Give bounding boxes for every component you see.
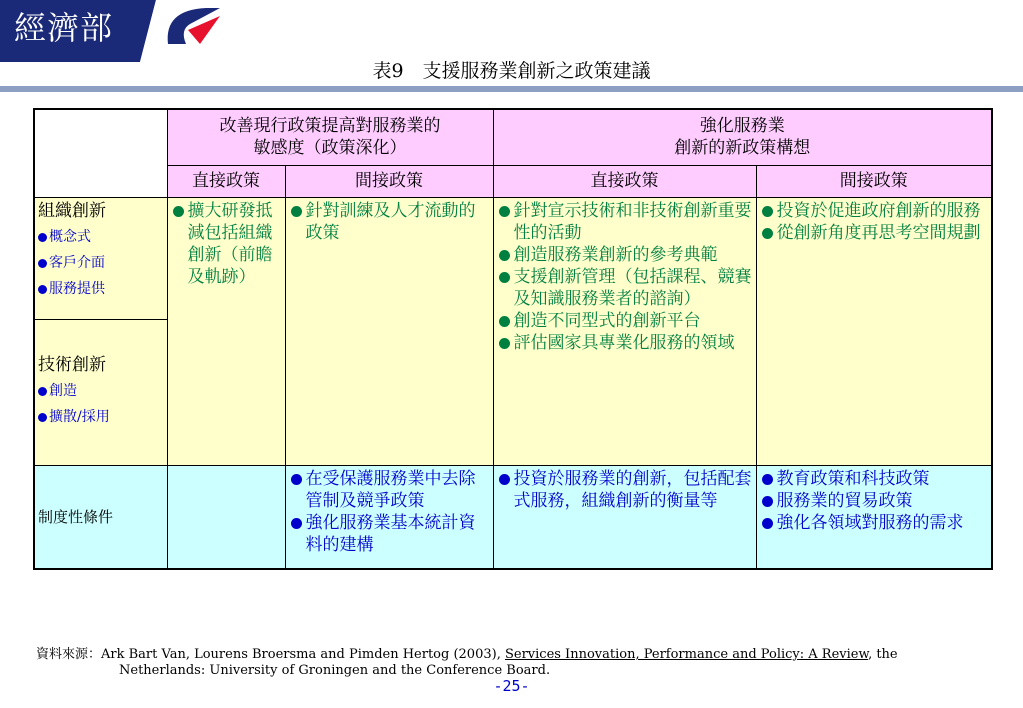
col-group-deepen: 改善現行政策提高對服務業的 敏感度（政策深化） — [167, 109, 493, 165]
list-item: 服務業的貿易政策 — [760, 490, 989, 512]
list-item: 從創新角度再思考空間規劃 — [760, 222, 989, 244]
subheader-direct-1: 直接政策 — [167, 165, 285, 197]
subheader-indirect-1: 間接政策 — [285, 165, 493, 197]
bullet-icon — [173, 206, 184, 217]
bullet-icon — [499, 250, 510, 261]
list-item: 創造 — [38, 378, 164, 404]
cell-innov-direct-2 — [493, 197, 756, 465]
bullet-icon — [499, 338, 510, 349]
list-item: 創造服務業創新的參考典範 — [497, 244, 753, 266]
cell-inst-direct-2 — [493, 465, 756, 569]
source-title: Services Innovation, Performance and Policy: A Review — [504, 647, 869, 662]
bullet-icon — [38, 233, 47, 242]
bullet-icon — [291, 474, 302, 485]
list-item: 針對訓練及人才流動的政策 — [289, 200, 490, 244]
page-title: 表9 支援服務業創新之政策建議 — [372, 60, 651, 82]
logo-banner — [0, 0, 135, 62]
list-item: 擴散/採用 — [38, 404, 164, 430]
bullet-icon — [38, 285, 47, 294]
bullet-icon — [762, 518, 773, 529]
subheader-indirect-2: 間接政策 — [756, 165, 992, 197]
source-line2: Netherlands: University of Groningen and the Conference Board. — [119, 663, 551, 678]
list-item: 擴大研發抵減包括組織創新（前瞻及軌跡） — [171, 200, 282, 288]
cell-innov-indirect-2 — [756, 197, 992, 465]
bullet-icon — [291, 518, 302, 529]
page-number: -25- — [493, 677, 530, 695]
cell-innov-indirect-1 — [285, 197, 493, 465]
cell-innov-direct-1 — [167, 197, 285, 465]
header-divider — [0, 86, 1023, 92]
row-tech-list — [38, 378, 164, 430]
bullet-icon — [762, 496, 773, 507]
list-item: 評估國家具專業化服務的領域 — [497, 332, 753, 354]
row-org-innovation — [34, 197, 167, 319]
cell-inst-direct-1 — [167, 465, 285, 569]
bullet-icon — [499, 206, 510, 217]
list-item: 概念式 — [38, 224, 164, 250]
source-tail: , the — [868, 647, 898, 662]
list-item: 服務提供 — [38, 276, 164, 302]
list-item: 針對宣示技術和非技術創新重要性的活動 — [497, 200, 753, 244]
row-institutional: 制度性條件 — [34, 465, 167, 569]
list-item: 投資於服務業的創新，包括配套式服務，組織創新的衡量等 — [497, 468, 753, 512]
list-item: 客戶介面 — [38, 250, 164, 276]
row-tech-label: 技術創新 — [38, 355, 106, 375]
policy-table — [33, 108, 993, 570]
bullet-icon — [762, 228, 773, 239]
bullet-icon — [38, 413, 47, 422]
bullet-icon — [38, 387, 47, 396]
bullet-icon — [291, 206, 302, 217]
bullet-icon — [499, 474, 510, 485]
bullet-icon — [499, 272, 510, 283]
bullet-icon — [762, 474, 773, 485]
list-item: 在受保護服務業中去除管制及競爭政策 — [289, 468, 490, 512]
list-item: 強化服務業基本統計資料的建構 — [289, 512, 490, 556]
bullet-icon — [762, 206, 773, 217]
cell-inst-indirect-1 — [285, 465, 493, 569]
list-item: 支援創新管理（包括課程、競賽及知識服務業者的諮詢） — [497, 266, 753, 310]
logo-text: 經濟部 — [14, 9, 114, 47]
row-org-list — [38, 224, 164, 302]
ministry-emblem-icon — [128, 0, 238, 62]
row-tech-innovation — [34, 319, 167, 465]
subheader-direct-2: 直接政策 — [493, 165, 756, 197]
bullet-icon — [499, 316, 510, 327]
list-item: 投資於促進政府創新的服務 — [760, 200, 989, 222]
list-item: 強化各領域對服務的需求 — [760, 512, 989, 534]
row-org-label: 組織創新 — [38, 200, 106, 221]
col-group-new: 強化服務業 創新的新政策構想 — [493, 109, 992, 165]
list-item: 教育政策和科技政策 — [760, 468, 989, 490]
corner-cell — [34, 109, 167, 197]
source-label: 資料來源： — [36, 647, 102, 662]
source-citation — [36, 647, 936, 679]
bullet-icon — [38, 259, 47, 268]
list-item: 創造不同型式的創新平台 — [497, 310, 753, 332]
source-authors: Ark Bart Van, Lourens Broersma and Pimden Hertog (2003), — [101, 647, 505, 662]
cell-inst-indirect-2 — [756, 465, 992, 569]
